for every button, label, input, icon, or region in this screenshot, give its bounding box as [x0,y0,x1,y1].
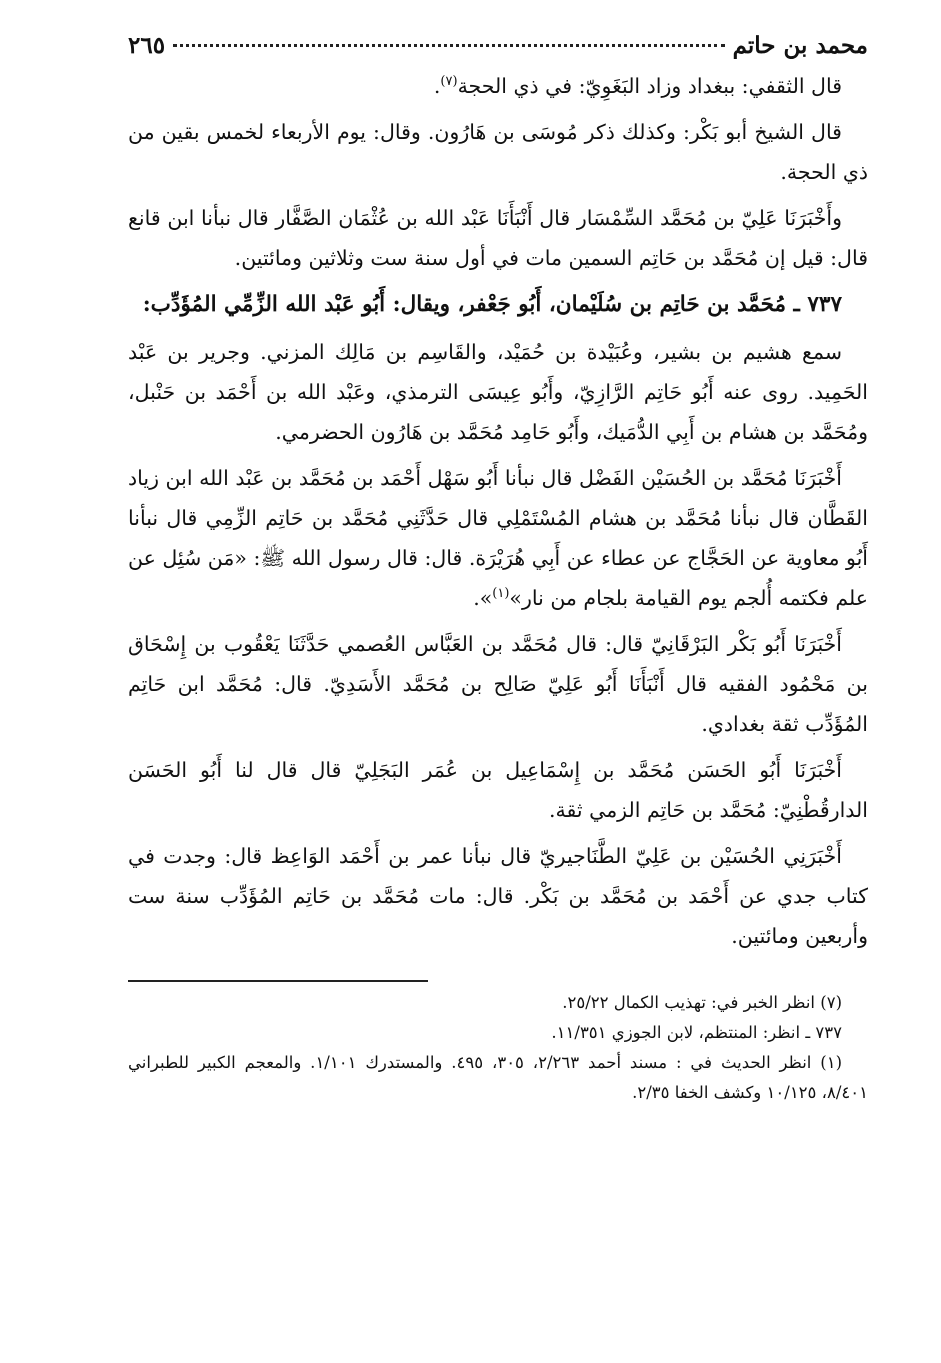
running-title: محمد بن حاتم [732,32,868,59]
paragraph-2: قال الشيخ أبو بَكْر: وكذلك ذكر مُوسَى بن هَارُون. وقال: يوم الأربعاء لخمس بقين من ذي الحجة. [128,120,868,184]
entry-paragraph-5: أَخْبَرَنِي الحُسَيْن بن عَلِيّ الطَّنَاجيريّ قال نبأنا عمر بن أَحْمَد الوَاعِظ قال: وجدت في كتاب جدي عن أَحْمَد بن مُحَمَّد بن بَكْر. قال: مات مُحَمَّد بن حَاتِم المُؤَدِّب سنة ست وأربعين ومائتين. [128,844,868,948]
paragraph-3: وأَخْبَرَنَا عَلِيّ بن مُحَمَّد السِّمْسَار قال أَنْبَأَنَا عَبْد الله بن عُثْمَان الصَّفَّار قال نبأنا ابن قانع قال: قيل إن مُحَمَّد بن حَاتِم السمين مات في أول سنة ست وثلاثين ومائتين. [128,206,868,270]
entry-paragraph-2: أَخْبَرَنَا مُحَمَّد بن الحُسَيْن الفَضْل قال نبأنا أَبُو سَهْل أَحْمَد بن مُحَمَّد بن عَبْد الله ابن زياد القَطَّان قال نبأنا مُحَمَّد بن هشام المُسْتَمْلِي قال حَدَّثَنِي مُحَمَّد بن حَاتِم الزِّمِي قال نبأنا أَبُو معاوية عن الحَجَّاج عن عطاء عن أَبِي هُرَيْرَة. قال: قال رسول الله ﷺ: «مَن سُئِل عن علم فكتمه أُلجم يوم القيامة بلجام من نار»$^{(١)}$». [128,466,868,610]
entry-heading-737: ٧٣٧ ـ مُحَمَّد بن حَاتِم بن سُلَيْمان، أَبُو جَعْفر، ويقال: أَبُو عَبْد الله الزِّمِّي المُؤَدِّب: [142,292,842,317]
entry-paragraph-4: أَخْبَرَنَا أَبُو الحَسَن مُحَمَّد بن إِسْمَاعِيل بن عُمَر البَجَلِيّ قال قال لنا أَبُو الحَسَن الدارقُطْنِيّ: مُحَمَّد بن حَاتِم الزمي ثقة. [128,758,868,822]
footnote-737: ٧٣٧ ـ انظر: المنتظم، لابن الجوزي ١١/٣٥١. [551,1023,842,1042]
running-header [128,26,868,66]
entry-paragraph-1: سمع هشيم بن بشير، وعُبَيْدة بن حُمَيْد، والقَاسِم بن مَالِك المزني. وجرير بن عَبْد الحَمِيد. روى عنه أَبُو حَاتِم الرَّازِيّ، وأَبُو عِيسَى الترمذي، وعَبْد الله بن أَحْمَد بن حَنْبل، ومُحَمَّد بن هشام بن أَبِي الدُّمَيك، وأَبُو حَامِد مُحَمَّد بن هَارُون الحضرمي. [128,340,868,444]
footnote-separator [128,980,428,982]
footnote-7: (٧) انظر الخبر في: تهذيب الكمال ٢٥/٢٢. [562,993,842,1012]
footnote-separator-wrap [128,956,868,988]
footnote-ref-1: (١) [492,586,510,602]
footnote-1: (١) انظر الحديث في : مسند أحمد ٢/٢٦٣، ٣٠٥، ٤٩٥. والمستدرك ١/١٠١. والمعجم الكبير للطبراني ٨/٤٠١، ١٠/١٢٥ وكشف الخفا ٢/٣٥. [128,1053,868,1102]
page-number: ٢٦٥ [128,32,166,59]
leader-dots [173,44,725,47]
footnote-ref-7: (٧) [440,74,458,90]
entry-paragraph-3: أَخْبَرَنَا أَبُو بَكْر البَرْقَانِيّ قال: قال مُحَمَّد بن العَبَّاس العُصمي حَدَّثَنَا يَعْقُوب بن إِسْحَاق بن مَحْمُود الفقيه قال أَنْبَأَنَا أَبُو عَلِيّ صَالِح بن مُحَمَّد الأَسَدِيّ. قال: مُحَمَّد ابن حَاتِم المُؤَدِّب ثقة بغدادي. [128,632,868,736]
paragraph-1: قال الثقفي: ببغداد وزاد البَغَوِيّ: في ذي الحجة$^{(٧)}$. [433,74,842,98]
